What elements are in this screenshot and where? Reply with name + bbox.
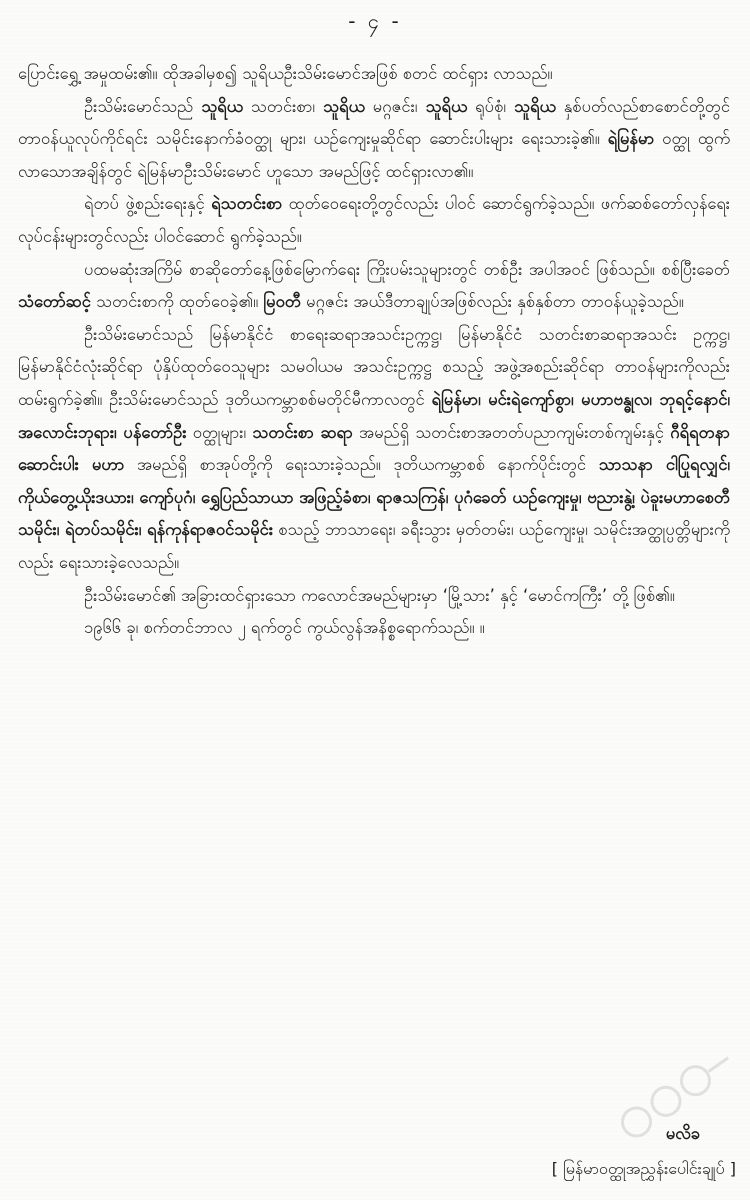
paragraph-7-text: ၁၉၆၆ ခု၊ စက်တင်ဘာလ ၂ ရက်တွင် ကွယ်လွန်အနိစ္စရောက်သည်။ ။: [84, 618, 485, 638]
author-signature: မလိခ: [665, 1124, 700, 1143]
publication-name-suriya: သူရိယ: [514, 96, 556, 116]
publication-name-suriya: သူရိယ: [425, 96, 468, 116]
paragraph-1-text: ပြောင်းရွှေ့ အမှုထမ်း၏။ ထိုအခါမှစ၍ သူရိယဦးသိမ်းမောင်အဖြစ် စတင် ထင်ရှား လာသည်။: [18, 64, 553, 83]
paragraph-2-text-1: ဦးသိမ်းမောင်သည်: [84, 96, 202, 116]
book-title-journalist: သတင်းစာ ဆရာ: [252, 422, 353, 442]
publication-name-suriya: သူရိယ: [323, 96, 365, 116]
book-titles-postwar: သာသနာ ငါပြုရလျှင်၊ ကိုယ်တွေ့ယိုးဒယား၊ ကျော်ပုဂံ၊ ရွှေပြည်သာယာ အဖြည့်ခံစာ၊ ရာဇသကြန်၊ ပုဂံခေတ် ယဉ်ကျေးမှု၊ ဗညားနွဲ့၊ ပဲခူးမဟာစေတီ သမိုင်း၊ ရဲတပ်သမိုင်း၊ ရန်ကုန်ရာဇဝင်သမိုင်း: [18, 455, 731, 540]
paragraph-4: [18, 254, 730, 319]
book-titles-prewar: ရဲမြန်မာ၊ မင်းရဲကျော်စွာ၊ မဟာဗန္ဓုလ၊ ဘုရင့်နောင်၊ အလောင်းဘုရား၊ ပန်တော်ဦး: [18, 389, 730, 442]
paragraph-5-text-5: စသည့် ဘာသာရေး၊ ခရီးသွား မှတ်တမ်း၊ ယဉ်ကျေးမှု၊ သမိုင်းအတ္ထုပ္ပတ္တိများကိုလည်း ရေးသားခဲ့လေသည်။: [18, 520, 731, 572]
publication-name-suriya: သူရိယ: [201, 96, 243, 116]
paragraph-2: [18, 91, 730, 189]
paragraph-5-text-4: အမည်ရှိ စာအုပ်တို့ကို ရေးသားခဲ့သည်။ ဒုတိယကမ္ဘာစစ် နောက်ပိုင်းတွင်: [124, 455, 599, 475]
paragraph-1: [18, 58, 730, 91]
publication-name-myawaddy: မြဝတီ: [263, 292, 301, 312]
paragraph-2-text-4: ရုပ်စုံ၊: [467, 96, 515, 116]
paragraph-3-text-1: ရဲတပ် ဖွဲ့စည်းရေးနှင့်: [84, 194, 212, 214]
paragraph-2-text-5: နှစ်ပတ်လည်စာစောင်တို့တွင် တာဝန်ယူလုပ်ကိုင်ရင်း သမိုင်းနောက်ခံဝတ္ထု များ၊ ယဉ်ကျေးမှုဆိုင်ရာ ဆောင်းပါးများ ရေးသားခဲ့၏။: [18, 96, 730, 149]
publication-name-than-daw-sint: သံတော်ဆင့်: [18, 292, 91, 312]
paragraph-7: [18, 612, 730, 645]
page-number: - ၄ -: [348, 9, 402, 33]
source-citation: [ မြန်မာဝတ္ထုအညွှန်းပေါင်းချုပ် ]: [551, 1159, 736, 1178]
paragraph-5: [18, 319, 730, 580]
paragraph-2-text-6: ဝတ္ထု ထွက် လာသောအချိန်တွင် ရဲမြန်မာဦးသိမ်းမောင် ဟူသော အမည်ဖြင့် ထင်ရှားလာ၏။: [18, 129, 730, 181]
article-body: [18, 58, 730, 645]
paragraph-2-text-2: သတင်းစာ၊: [242, 96, 324, 116]
paragraph-4-text-3: မဂ္ဂဇင်း အယ်ဒီတာချုပ်အဖြစ်လည်း နှစ်နှစ်တာ တာဝန်ယူခဲ့သည်။: [300, 292, 684, 312]
paragraph-5-text-3: အမည်ရှိ သတင်းစာအတတ်ပညာကျမ်းတစ်ကျမ်းနှင့်: [352, 422, 671, 442]
paragraph-6-text: ဦးသိမ်းမောင်၏ အခြားထင်ရှားသော ကလောင်အမည်များမှာ ‘မြို့သား’ နှင့် ‘မောင်ကကြီး’ တို့ ဖြစ်၏။: [84, 585, 675, 605]
paragraph-6: [18, 580, 730, 613]
paragraph-5-text-2: ဝတ္ထုများ၊: [186, 422, 253, 442]
book-title-ye-myanmar: ရဲမြန်မာ: [607, 129, 655, 149]
paragraph-3-text-2: ထုတ်ဝေရေးတို့တွင်လည်း ပါဝင် ဆောင်ရွက်ခဲ့သည်။ ဖက်ဆစ်တော်လှန်ရေးလုပ်ငန်းများတွင်လည်း ပါဝင်ဆောင် ရွက်ခဲ့သည်။: [18, 194, 730, 246]
paragraph-4-text-1: ပထမဆုံးအကြိမ် စာဆိုတော်နေ့ဖြစ်မြောက်ရေး ကြိုးပမ်းသူများတွင် တစ်ဦး အပါအဝင် ဖြစ်သည်။ စစ်ပြီးခေတ်: [84, 259, 730, 279]
paragraph-2-text-3: မဂ္ဂဇင်း၊: [364, 96, 426, 116]
paragraph-5-text-1: ဦးသိမ်းမောင်သည် မြန်မာနိုင်ငံ စာရေးဆရာအသင်းဥက္ကဋ္ဌ၊ မြန်မာနိုင်ငံ သတင်းစာဆရာအသင်း ဥက္ကဋ္ဌ၊ မြန်မာနိုင်ငံလုံးဆိုင်ရာ ပုံနှိပ်ထုတ်ဝေသူများ သမဝါယမ အသင်းဥက္ကဋ္ဌ စသည့် အဖွဲ့အစည်းဆိုင်ရာ တာဝန်များကိုလည်း ထမ်းရွက်ခဲ့၏။ ဦးသိမ်းမောင်သည် ဒုတိယကမ္ဘာစစ်မတိုင်မီကာလတွင်: [18, 324, 730, 409]
paragraph-4-text-2: သတင်းစာကို ထုတ်ဝေခဲ့၏။: [90, 292, 264, 312]
paragraph-3: [18, 188, 730, 253]
book-title-giri-yadana: ဂီရိရတနာ ဆောင်းပါး မဟာ: [18, 422, 730, 475]
publication-name-ye-newspaper: ရဲသတင်းစာ: [211, 194, 283, 214]
